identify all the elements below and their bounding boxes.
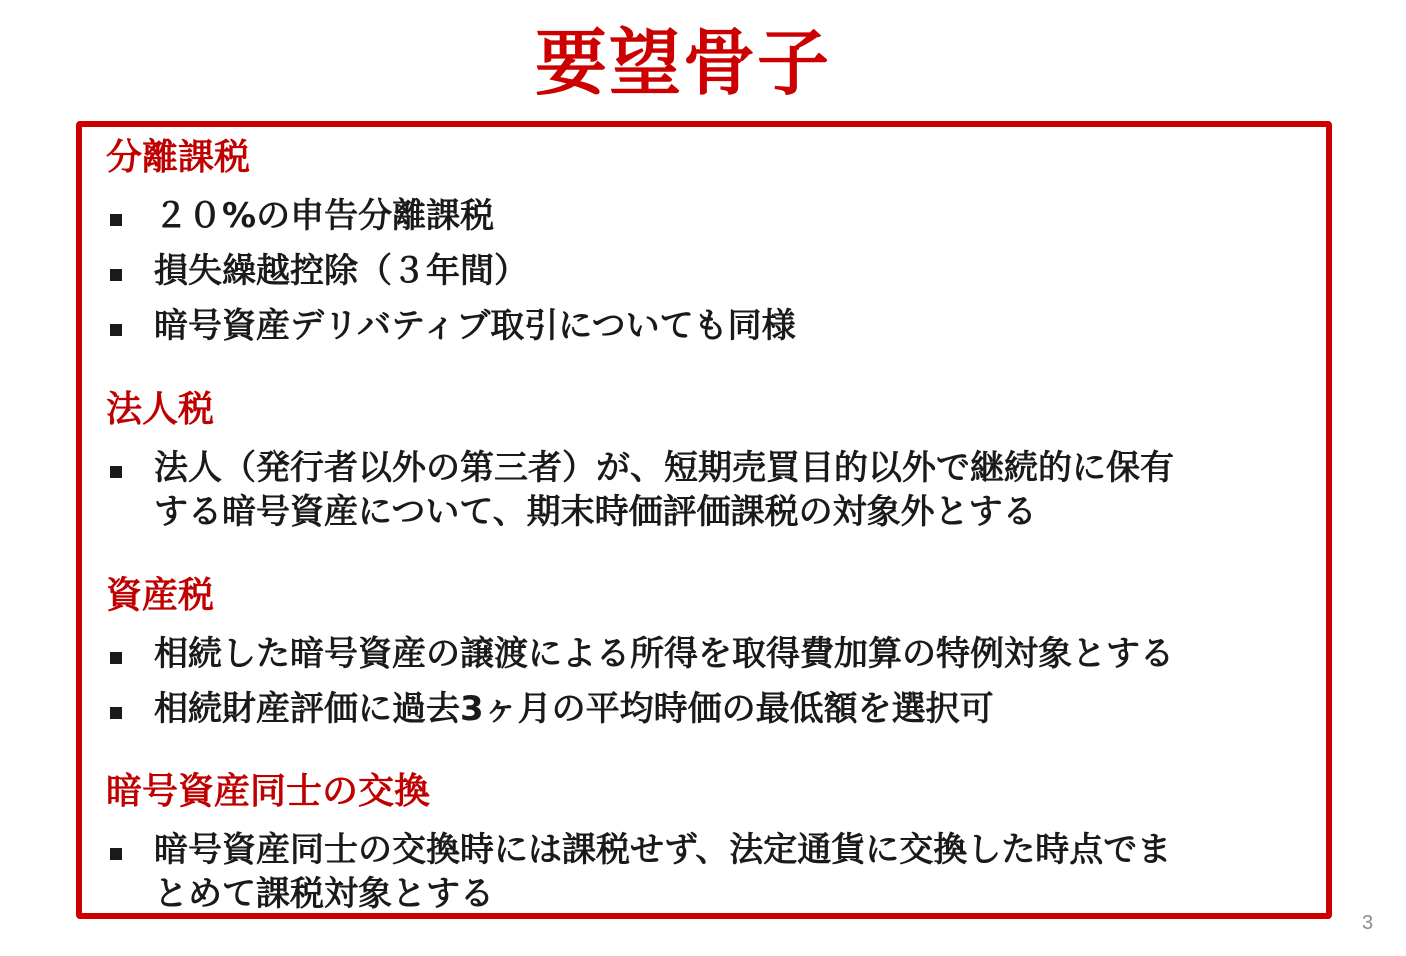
bullet-item: [106, 249, 1316, 293]
bullet-item: [106, 687, 1316, 731]
bullet-item: [106, 632, 1316, 676]
section-heading: 資産税: [106, 575, 215, 616]
bullet-item: [106, 304, 1316, 348]
section-heading: 分離課税: [106, 137, 251, 178]
section-heading: 暗号資産同士の交換: [106, 771, 431, 812]
bullet-item: [106, 828, 1316, 916]
section-corporate-tax: [106, 388, 1316, 534]
bullet-text: ２０%の申告分離課税: [154, 196, 495, 236]
bullet-square-icon: [110, 848, 122, 860]
bullet-text: 相続した暗号資産の譲渡による所得を取得費加算の特例対象とする: [154, 634, 1174, 674]
bullet-square-icon: [110, 214, 122, 226]
bullet-square-icon: [110, 707, 122, 719]
bullet-item: [106, 194, 1316, 238]
bullet-text: 暗号資産同士の交換時には課税せず、法定通貨に交換した時点でま とめて課税対象とする: [154, 830, 1172, 914]
section-separate-taxation: [106, 136, 1316, 348]
page-number: 3: [1362, 912, 1374, 934]
bullet-text: 損失繰越控除（３年間）: [154, 251, 528, 291]
section-crypto-exchange: [106, 770, 1316, 916]
bullet-square-icon: [110, 466, 122, 478]
slide-title: 要望骨子: [534, 21, 831, 105]
bullet-square-icon: [110, 324, 122, 336]
bullet-text: 法人（発行者以外の第三者）が、短期売買目的以外で継続的に保有 する暗号資産について、期末時価評価課税の対象外とする: [154, 448, 1174, 532]
bullet-list: [106, 828, 1316, 916]
bullet-list: [106, 446, 1316, 534]
bullet-list: [106, 194, 1316, 348]
section-heading: 法人税: [106, 389, 215, 430]
bullet-item: [106, 446, 1316, 534]
bullet-square-icon: [110, 652, 122, 664]
bullet-text: 暗号資産デリバティブ取引についても同様: [154, 306, 796, 346]
bullet-list: [106, 632, 1316, 731]
bullet-square-icon: [110, 269, 122, 281]
bullet-text: 相続財産評価に過去3ヶ月の平均時価の最低額を選択可: [154, 689, 994, 729]
section-asset-tax: [106, 574, 1316, 731]
